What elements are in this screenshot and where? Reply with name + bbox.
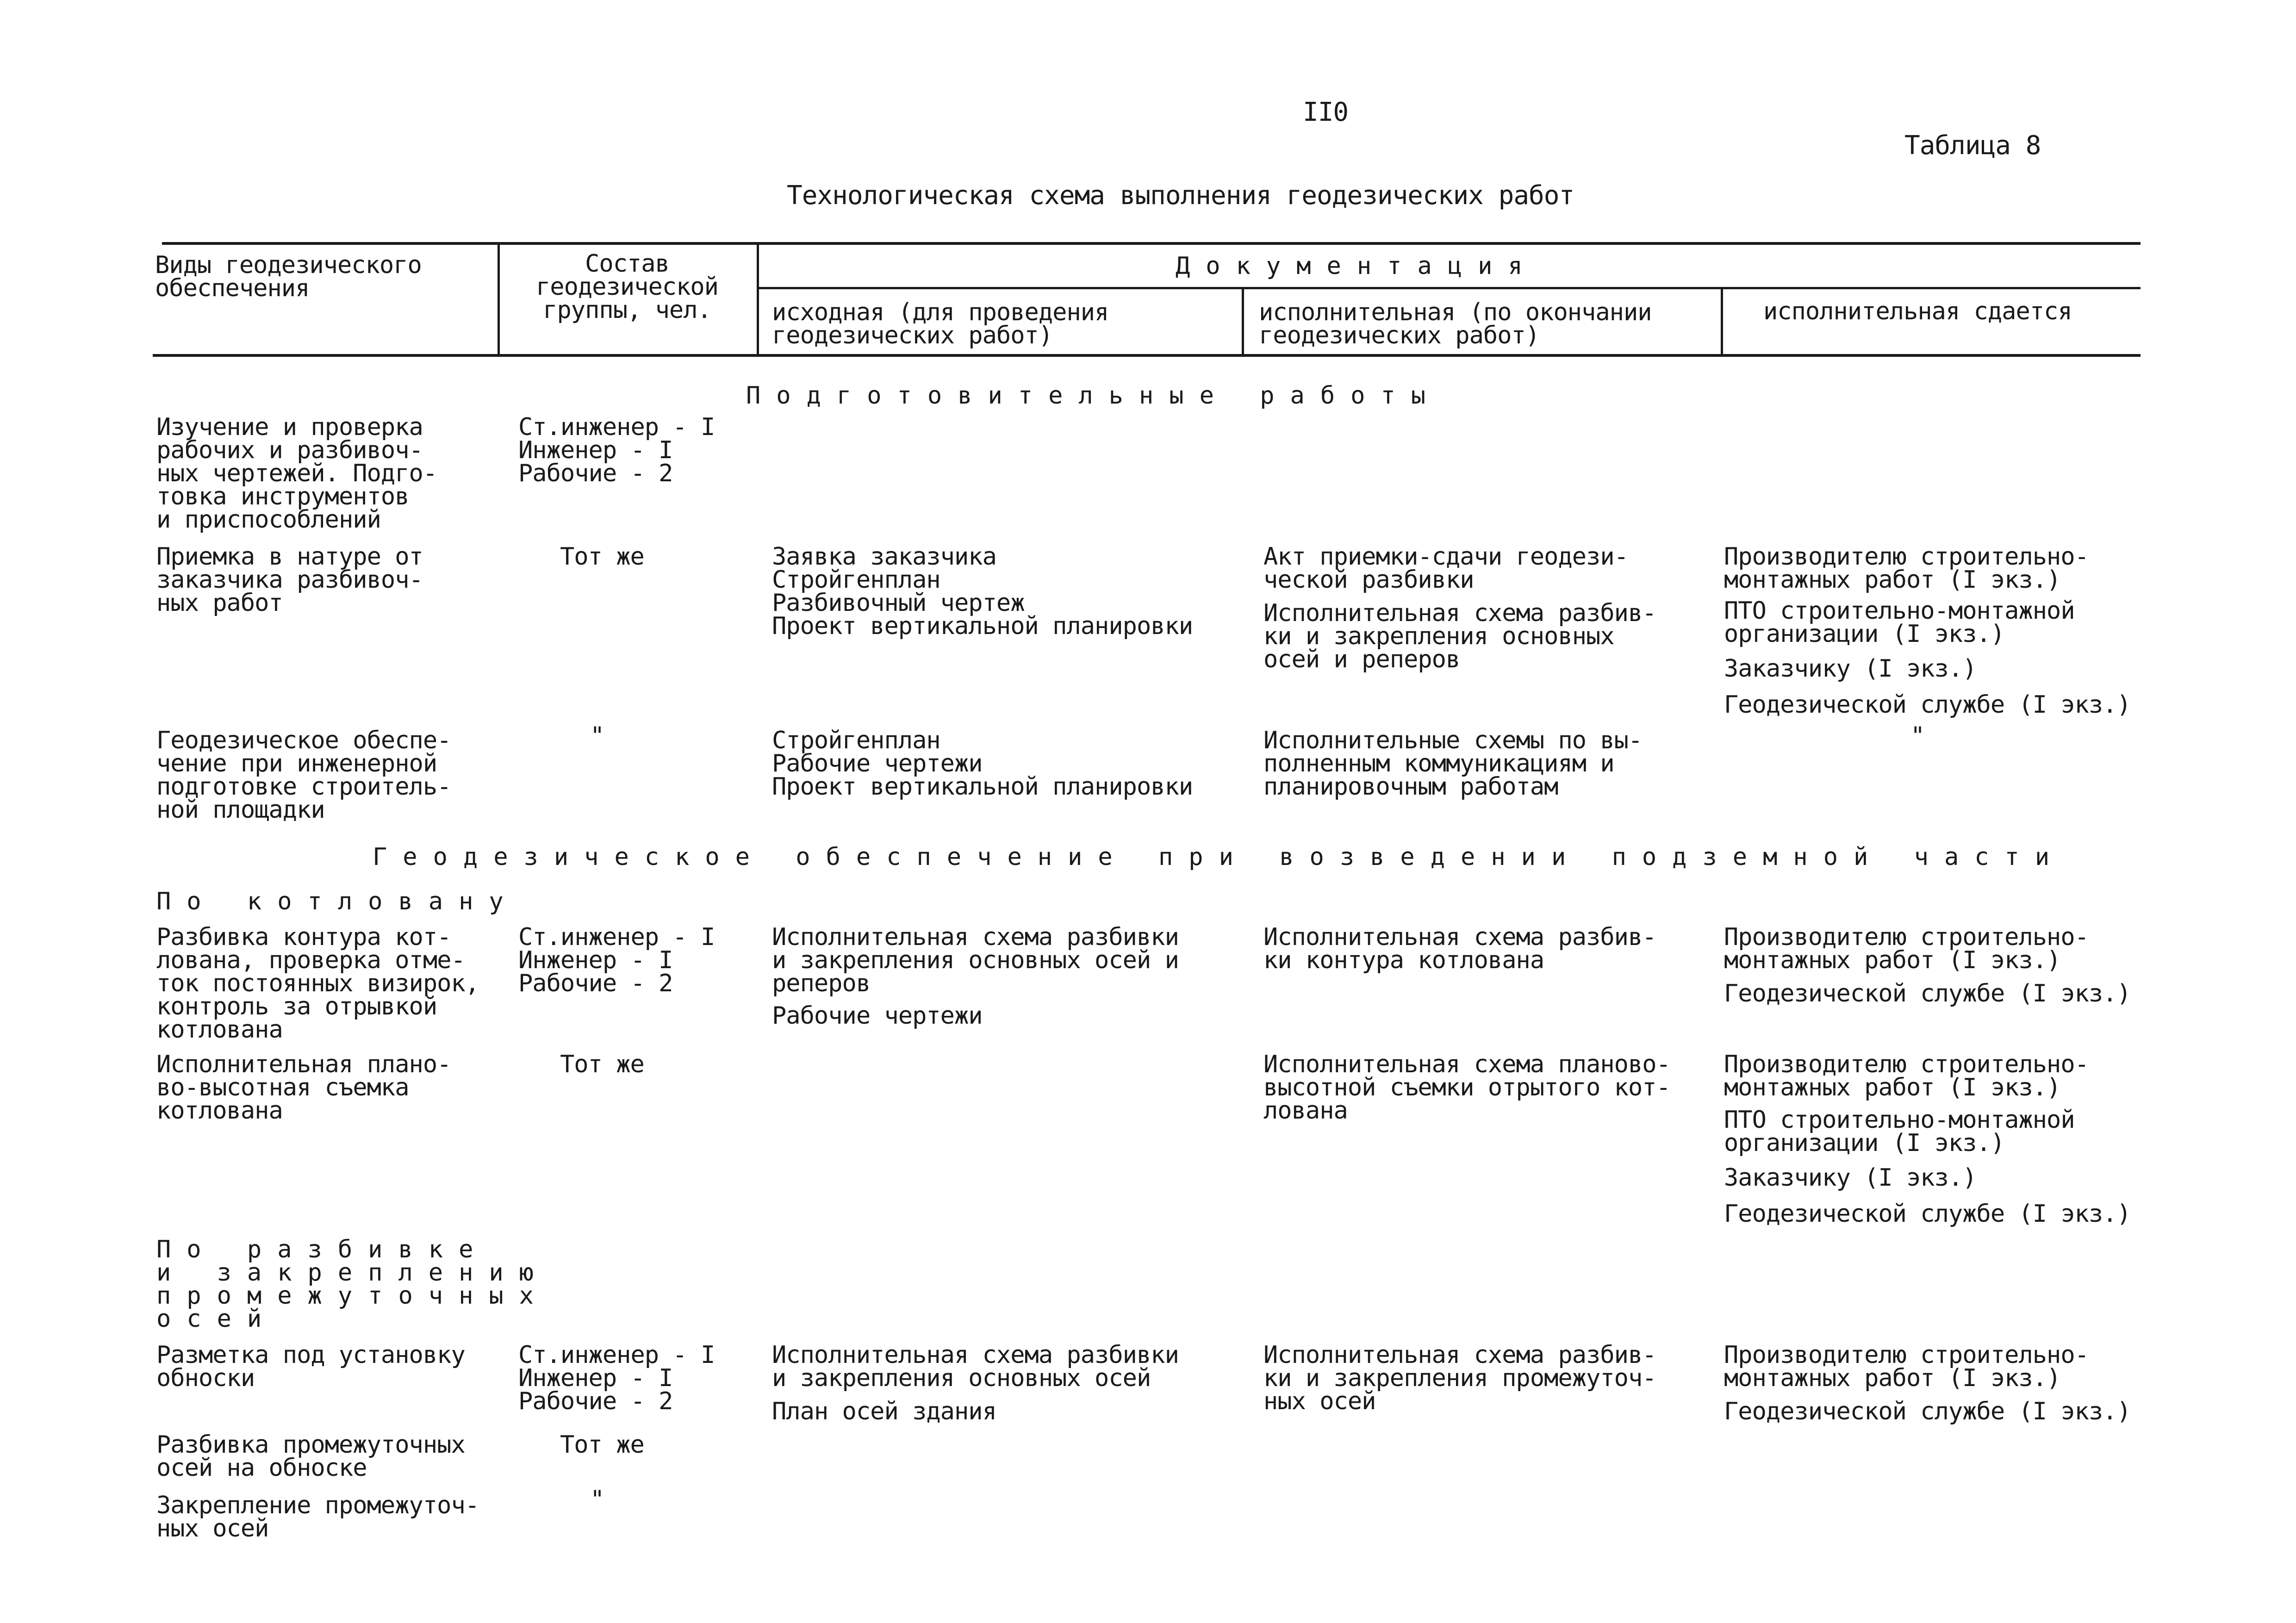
- row3-exec: Исполнительные схемы по вы- полненным коммуникациям и планировочным работам: [1263, 727, 1643, 801]
- row5-handed-3: Заказчику (I экз.): [1724, 1164, 1977, 1192]
- header-divider-2: [757, 242, 759, 355]
- section-prep: Подготовительные работы: [746, 382, 1442, 410]
- header-types: Виды геодезического обеспечения: [155, 251, 422, 302]
- row6-handed-2: Геодезической службе (I экз.): [1724, 1398, 2131, 1425]
- row5-type: Исполнительная плано- во-высотная съемка котлована: [156, 1051, 451, 1125]
- row2-handed-2: ПТО строительно-монтажной организации (I экз.): [1724, 597, 2075, 648]
- row5-handed-2: ПТО строительно-монтажной организации (I экз.): [1724, 1106, 2075, 1157]
- header-handed: исполнительная сдается: [1763, 298, 2072, 325]
- section-pit: По котловану: [156, 888, 519, 915]
- row4-exec: Исполнительная схема разбив- ки контура котлована: [1263, 923, 1656, 974]
- table-label: Таблица 8: [1904, 131, 2041, 161]
- row4-type: Разбивка контура кот- лована, проверка отме- ток постоянных визирок, контроль за отрывкой котлована: [156, 923, 479, 1044]
- row6-initial-plan: План осей здания: [772, 1398, 996, 1425]
- row6-initial-scheme: Исполнительная схема разбивки и закрепления основных осей: [772, 1341, 1179, 1392]
- table-top-rule: [162, 242, 2140, 245]
- row3-handed: ": [1910, 722, 1925, 750]
- header-executive: исполнительная (по окончании геодезических работ): [1259, 298, 1652, 349]
- row2-staff: Тот же: [560, 543, 644, 571]
- documentation-rule: [757, 287, 2140, 289]
- row7-type: Разбивка промежуточных осей на обноске: [156, 1431, 465, 1482]
- table-title: Технологическая схема выполнения геодезических работ: [787, 180, 1574, 211]
- row2-handed-3: Заказчику (I экз.): [1724, 655, 1977, 683]
- row6-handed-1: Производителю строительно- монтажных работ (I экз.): [1724, 1341, 2089, 1392]
- row3-staff: ": [590, 722, 604, 750]
- row3-type: Геодезическое обеспе- чение при инженерной подготовке строитель- ной площадки: [156, 727, 451, 824]
- row4-handed-2: Геодезической службе (I экз.): [1724, 980, 2131, 1007]
- row2-handed-4: Геодезической службе (I экз.): [1724, 691, 2131, 719]
- header-divider-3: [1242, 289, 1244, 355]
- row1-staff: Ст.инженер - I Инженер - I Рабочие - 2: [518, 413, 715, 487]
- row2-handed-1: Производителю строительно- монтажных работ (I экз.): [1724, 543, 2089, 594]
- row2-exec-act: Акт приемки-сдачи геодези- ческой разбивки: [1263, 543, 1628, 594]
- row2-initial: Заявка заказчика Стройгенплан Разбивочный чертеж Проект вертикальной планировки: [772, 543, 1193, 640]
- row2-exec-scheme: Исполнительная схема разбив- ки и закрепления основных осей и реперов: [1263, 599, 1656, 673]
- row7-staff: Тот же: [560, 1431, 644, 1459]
- row4-initial-scheme: Исполнительная схема разбивки и закрепления основных осей и реперов: [772, 923, 1179, 997]
- row4-initial-drawings: Рабочие чертежи: [772, 1002, 983, 1030]
- header-bottom-rule: [153, 354, 2140, 357]
- row6-type: Разметка под установку обноски: [156, 1341, 465, 1392]
- row8-type: Закрепление промежуточ- ных осей: [156, 1492, 479, 1542]
- row5-handed-4: Геодезической службе (I экз.): [1724, 1200, 2131, 1228]
- row5-handed-1: Производителю строительно- монтажных работ (I экз.): [1724, 1051, 2089, 1101]
- row5-staff: Тот же: [560, 1051, 644, 1078]
- section-underground: Геодезическое обеспечение при возведении подземной части: [373, 843, 2066, 871]
- row1-type: Изучение и проверка рабочих и разбивоч- ных чертежей. Подго- товка инструментов и приспособлений: [156, 413, 437, 534]
- row4-staff: Ст.инженер - I Инженер - I Рабочие - 2: [518, 923, 715, 997]
- header-staff: Состав геодезической группы, чел.: [536, 250, 718, 324]
- section-axes: По разбивке и закреплению промежуточных осей: [156, 1236, 549, 1333]
- row2-type: Приемка в натуре от заказчика разбивоч- ных работ: [156, 543, 423, 617]
- row6-staff: Ст.инженер - I Инженер - I Рабочие - 2: [518, 1341, 715, 1415]
- row8-staff: ": [590, 1486, 604, 1513]
- header-divider-4: [1721, 289, 1723, 355]
- page-number: II0: [1303, 97, 1349, 127]
- row4-handed-1: Производителю строительно- монтажных работ (I экз.): [1724, 923, 2089, 974]
- row6-exec: Исполнительная схема разбив- ки и закрепления промежуточ- ных осей: [1263, 1341, 1656, 1415]
- header-initial: исходная (для проведения геодезических работ): [772, 298, 1109, 349]
- row5-exec: Исполнительная схема планово- высотной съемки отрытого кот- лована: [1263, 1051, 1670, 1125]
- row3-initial: Стройгенплан Рабочие чертежи Проект вертикальной планировки: [772, 727, 1193, 801]
- header-documentation: Документация: [1176, 252, 1538, 280]
